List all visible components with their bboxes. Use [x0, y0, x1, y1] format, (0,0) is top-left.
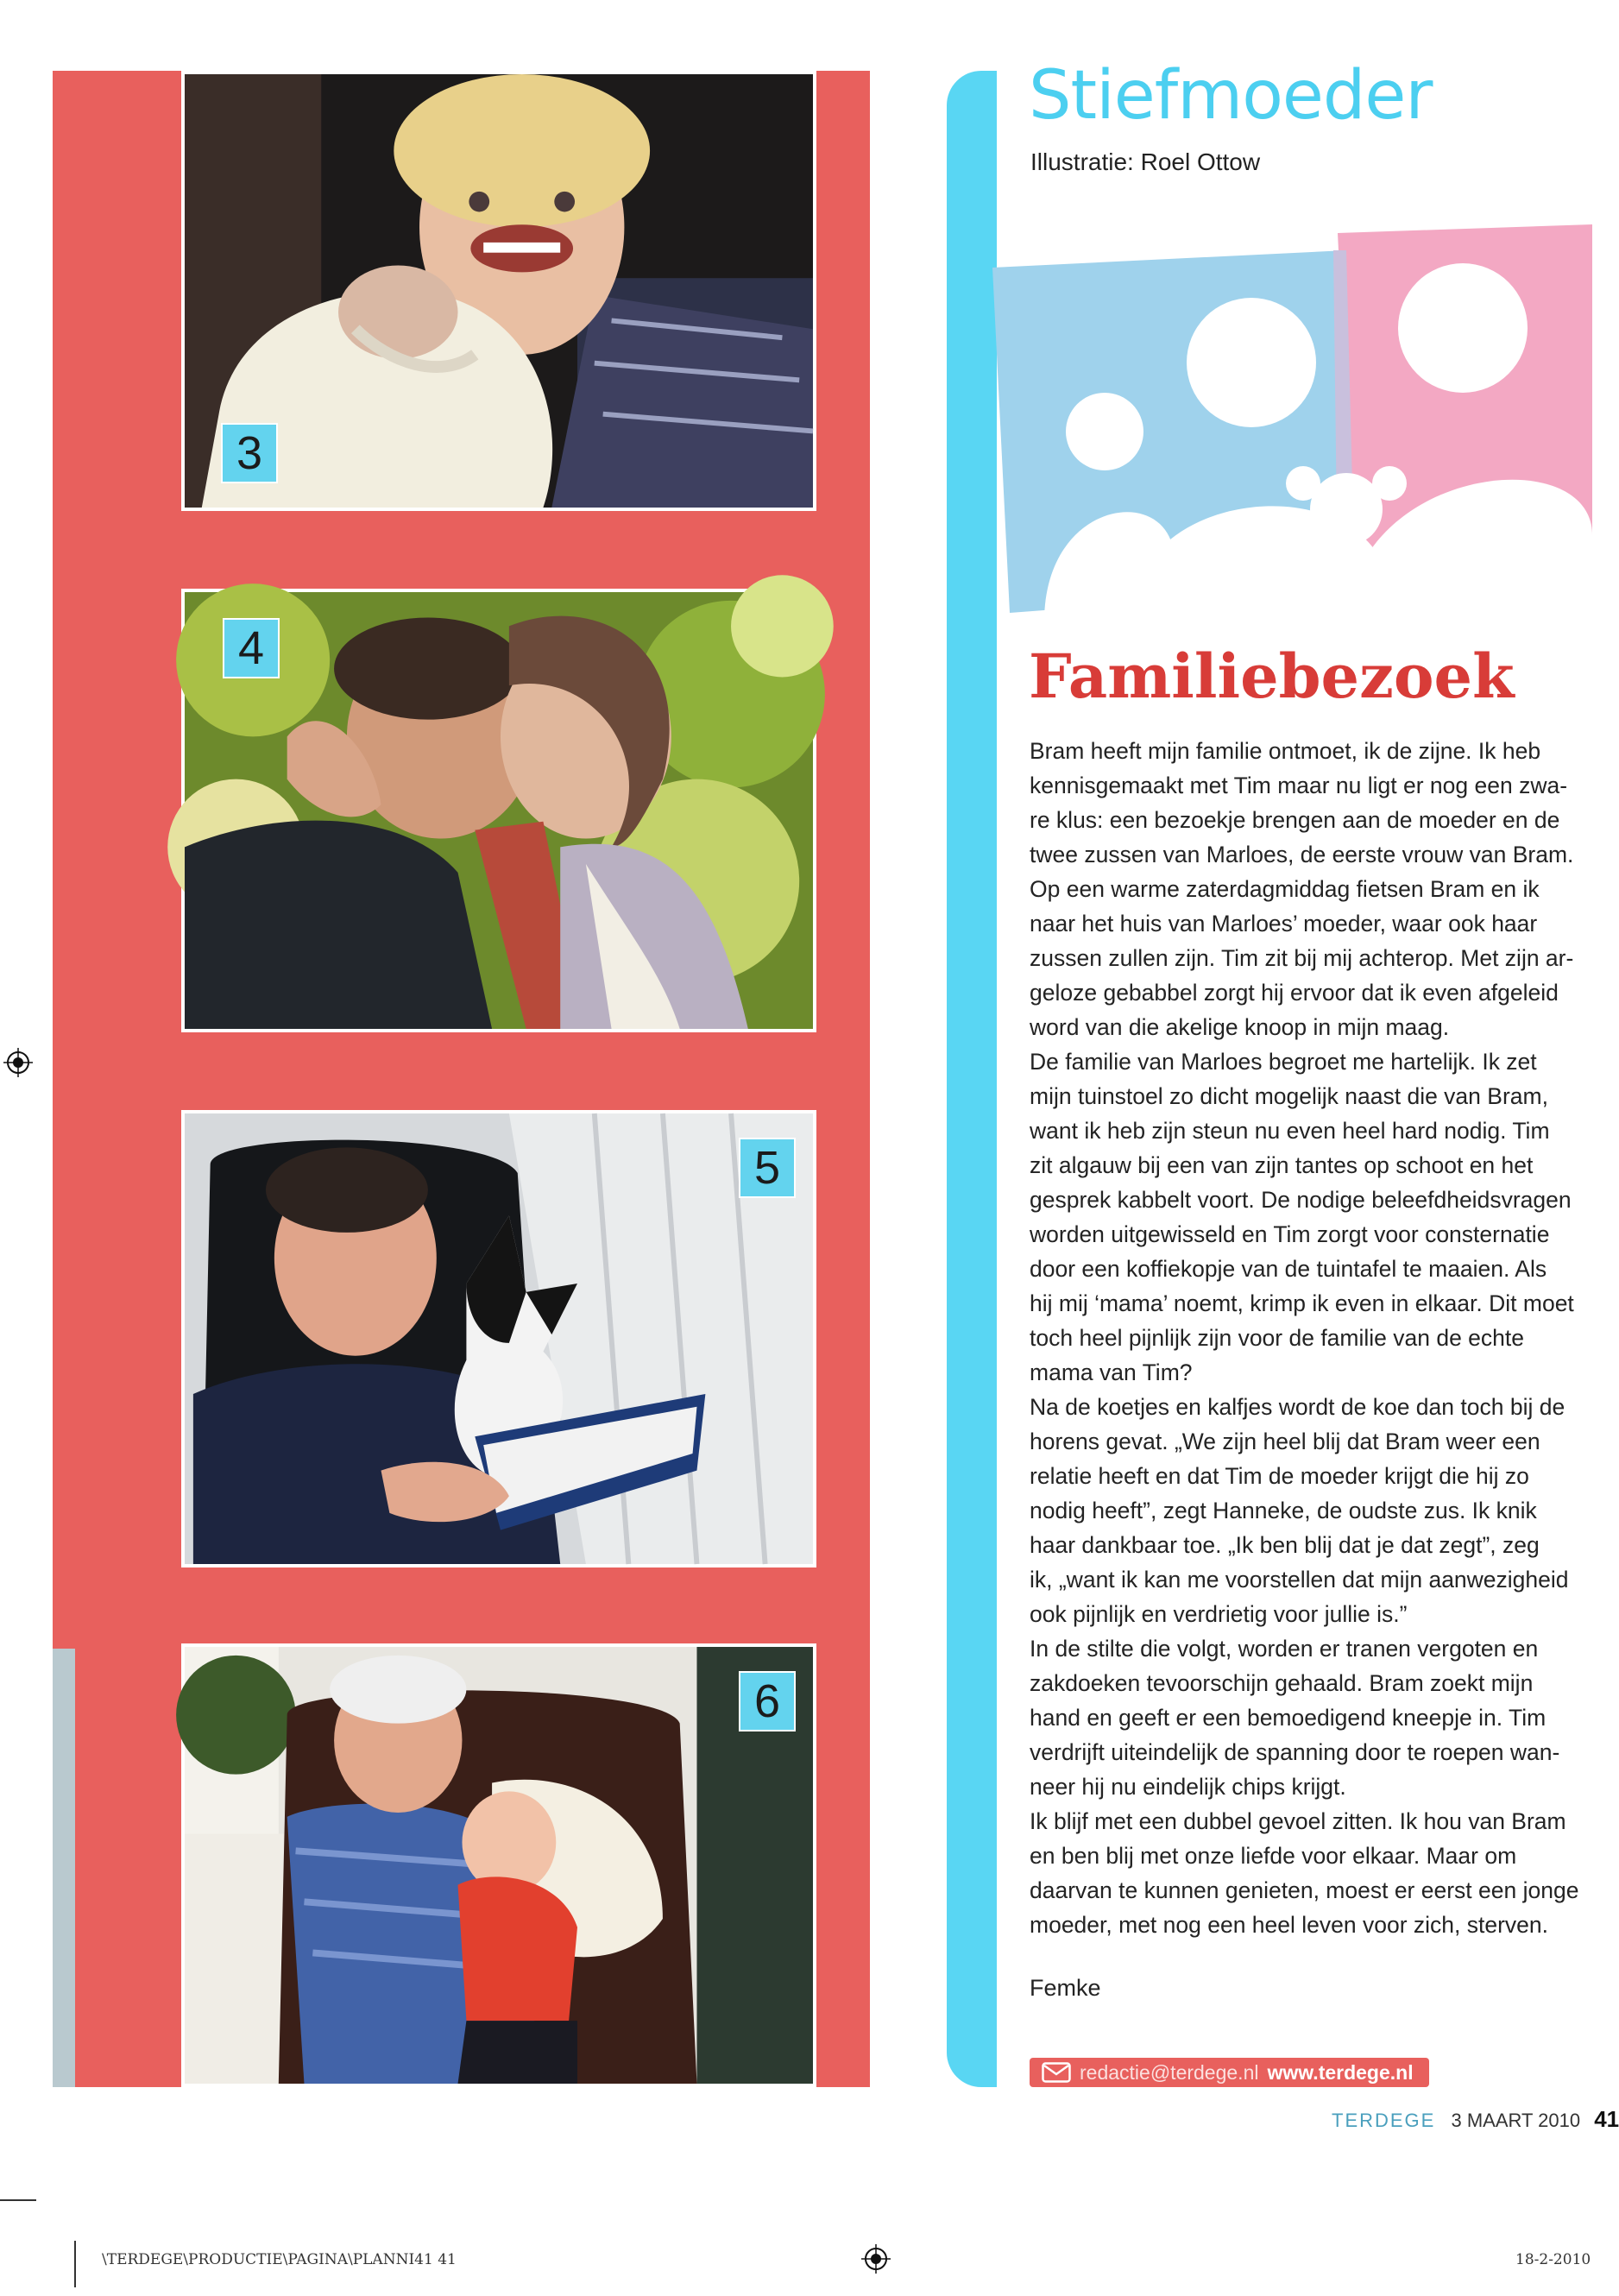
- photo-4: [181, 589, 816, 1032]
- body-line: mijn tuinstoel zo dicht mogelijk naast die van Bram,: [1030, 1083, 1548, 1109]
- contact-email-link[interactable]: redactie@terdege.nl: [1080, 2060, 1259, 2084]
- body-line: worden uitgewisseld en Tim zorgt voor consternatie: [1030, 1221, 1550, 1247]
- photo-6: [181, 1643, 816, 2087]
- print-file-path: \TERDEGE\PRODUCTIE\PAGINA\PLANNI41 41: [102, 2251, 457, 2268]
- body-line: toch heel pijnlijk zijn voor de familie van de echte: [1030, 1325, 1525, 1351]
- photo-5: [181, 1110, 816, 1567]
- contact-bar: [1030, 2058, 1429, 2087]
- body-line: zussen zullen zijn. Tim zit bij mij achterop. Met zijn ar-: [1030, 945, 1574, 971]
- body-line: daarvan te kunnen genieten, moest er eerst een jonge: [1030, 1877, 1579, 1903]
- print-date: 18-2-2010: [1515, 2251, 1591, 2268]
- body-line: Op een warme zaterdagmiddag fietsen Bram en ik: [1030, 876, 1540, 902]
- page-number: 41: [1594, 2106, 1619, 2132]
- body-line: word van die akelige knoop in mijn maag.: [1030, 1014, 1450, 1040]
- photo-3: [181, 71, 816, 511]
- crop-mark: [0, 2199, 36, 2201]
- photo-5-image: [185, 1113, 813, 1564]
- article-title: Familiebezoek: [1029, 640, 1515, 712]
- registration-mark-icon: [3, 1048, 33, 1077]
- photo-number-badge: 3: [221, 423, 278, 483]
- illustration-credit: Illustratie: Roel Ottow: [1030, 148, 1261, 175]
- body-line: kennisgemaakt met Tim maar nu ligt er nog een zwa-: [1030, 773, 1568, 798]
- body-line: hij mij ‘mama’ noemt, krimp ik even in elkaar. Dit moet: [1030, 1290, 1574, 1316]
- body-line: want ik heb zijn steun nu even heel hard nodig. Tim: [1030, 1118, 1550, 1144]
- body-line: ook pijnlijk en verdrietig voor jullie is.”: [1030, 1601, 1408, 1627]
- body-line: gesprek kabbelt voort. De nodige beleefdheidsvragen: [1030, 1187, 1572, 1213]
- issue-date: 3 MAART 2010: [1451, 2110, 1581, 2131]
- photo-number-badge: 4: [223, 618, 280, 678]
- column-title: Stiefmoeder: [1029, 57, 1433, 135]
- body-line: twee zussen van Marloes, de eerste vrouw van Bram.: [1030, 842, 1574, 867]
- body-line: haar dankbaar toe. „Ik ben blij dat je dat zegt”, zeg: [1030, 1532, 1540, 1558]
- magazine-name: TERDEGE: [1332, 2110, 1436, 2131]
- magazine-footer: [1332, 2106, 1619, 2133]
- body-line: relatie heeft en dat Tim de moeder krijgt die hij zo: [1030, 1463, 1529, 1489]
- body-line: horens gevat. „We zijn heel blij dat Bram weer een: [1030, 1429, 1540, 1454]
- body-line: zit algauw bij een van zijn tantes op schoot en het: [1030, 1152, 1534, 1178]
- body-line: hand en geeft er een bemoedigend kneepje in. Tim: [1030, 1705, 1547, 1731]
- body-line: door een koffiekopje van de tuintafel te maaien. Als: [1030, 1256, 1547, 1282]
- body-line: en ben blij met onze liefde voor elkaar. Maar om: [1030, 1843, 1517, 1869]
- photo-number-badge: 6: [739, 1671, 796, 1731]
- body-line: naar het huis van Marloes’ moeder, waar ook haar: [1030, 911, 1538, 937]
- body-line: De familie van Marloes begroet me hartelijk. Ik zet: [1030, 1049, 1537, 1075]
- photo-3-image: [185, 74, 813, 508]
- body-line: moeder, met nog een heel leven voor zich, sterven.: [1030, 1912, 1549, 1938]
- envelope-icon: [1042, 2062, 1071, 2083]
- body-line: geloze gebabbel zorgt hij ervoor dat ik even afgeleid: [1030, 980, 1559, 1006]
- article-author: Femke: [1030, 1975, 1101, 2001]
- body-line: ik, „want ik kan me voorstellen dat mijn aanwezigheid: [1030, 1567, 1569, 1593]
- body-line: Ik blijf met een dubbel gevoel zitten. Ik hou van Bram: [1030, 1808, 1566, 1834]
- photo-6-image: [185, 1647, 813, 2084]
- body-line: zakdoeken tevoorschijn gehaald. Bram zoekt mijn: [1030, 1670, 1534, 1696]
- body-line: re klus: een bezoekje brengen aan de moeder en de: [1030, 807, 1560, 833]
- website-link[interactable]: www.terdege.nl: [1267, 2060, 1414, 2084]
- registration-mark-icon: [861, 2244, 891, 2274]
- body-line: neer hij nu eindelijk chips krijgt.: [1030, 1774, 1346, 1800]
- photo-strip-edge: [53, 1649, 75, 2087]
- crop-mark: [74, 2241, 76, 2287]
- body-line: mama van Tim?: [1030, 1359, 1193, 1385]
- body-line: verdrijft uiteindelijk de spanning door te roepen wan-: [1030, 1739, 1560, 1765]
- body-line: In de stilte die volgt, worden er tranen vergoten en: [1030, 1636, 1539, 1662]
- body-line: Bram heeft mijn familie ontmoet, ik de zijne. Ik heb: [1030, 738, 1541, 764]
- article-side-band: [947, 71, 997, 2087]
- photo-number-badge: 5: [739, 1138, 796, 1198]
- family-silhouette-illustration: [992, 224, 1592, 621]
- body-line: nodig heeft”, zegt Hanneke, de oudste zus. Ik knik: [1030, 1498, 1537, 1523]
- article-body: [1030, 734, 1592, 1942]
- body-line: Na de koetjes en kalfjes wordt de koe dan toch bij de: [1030, 1394, 1565, 1420]
